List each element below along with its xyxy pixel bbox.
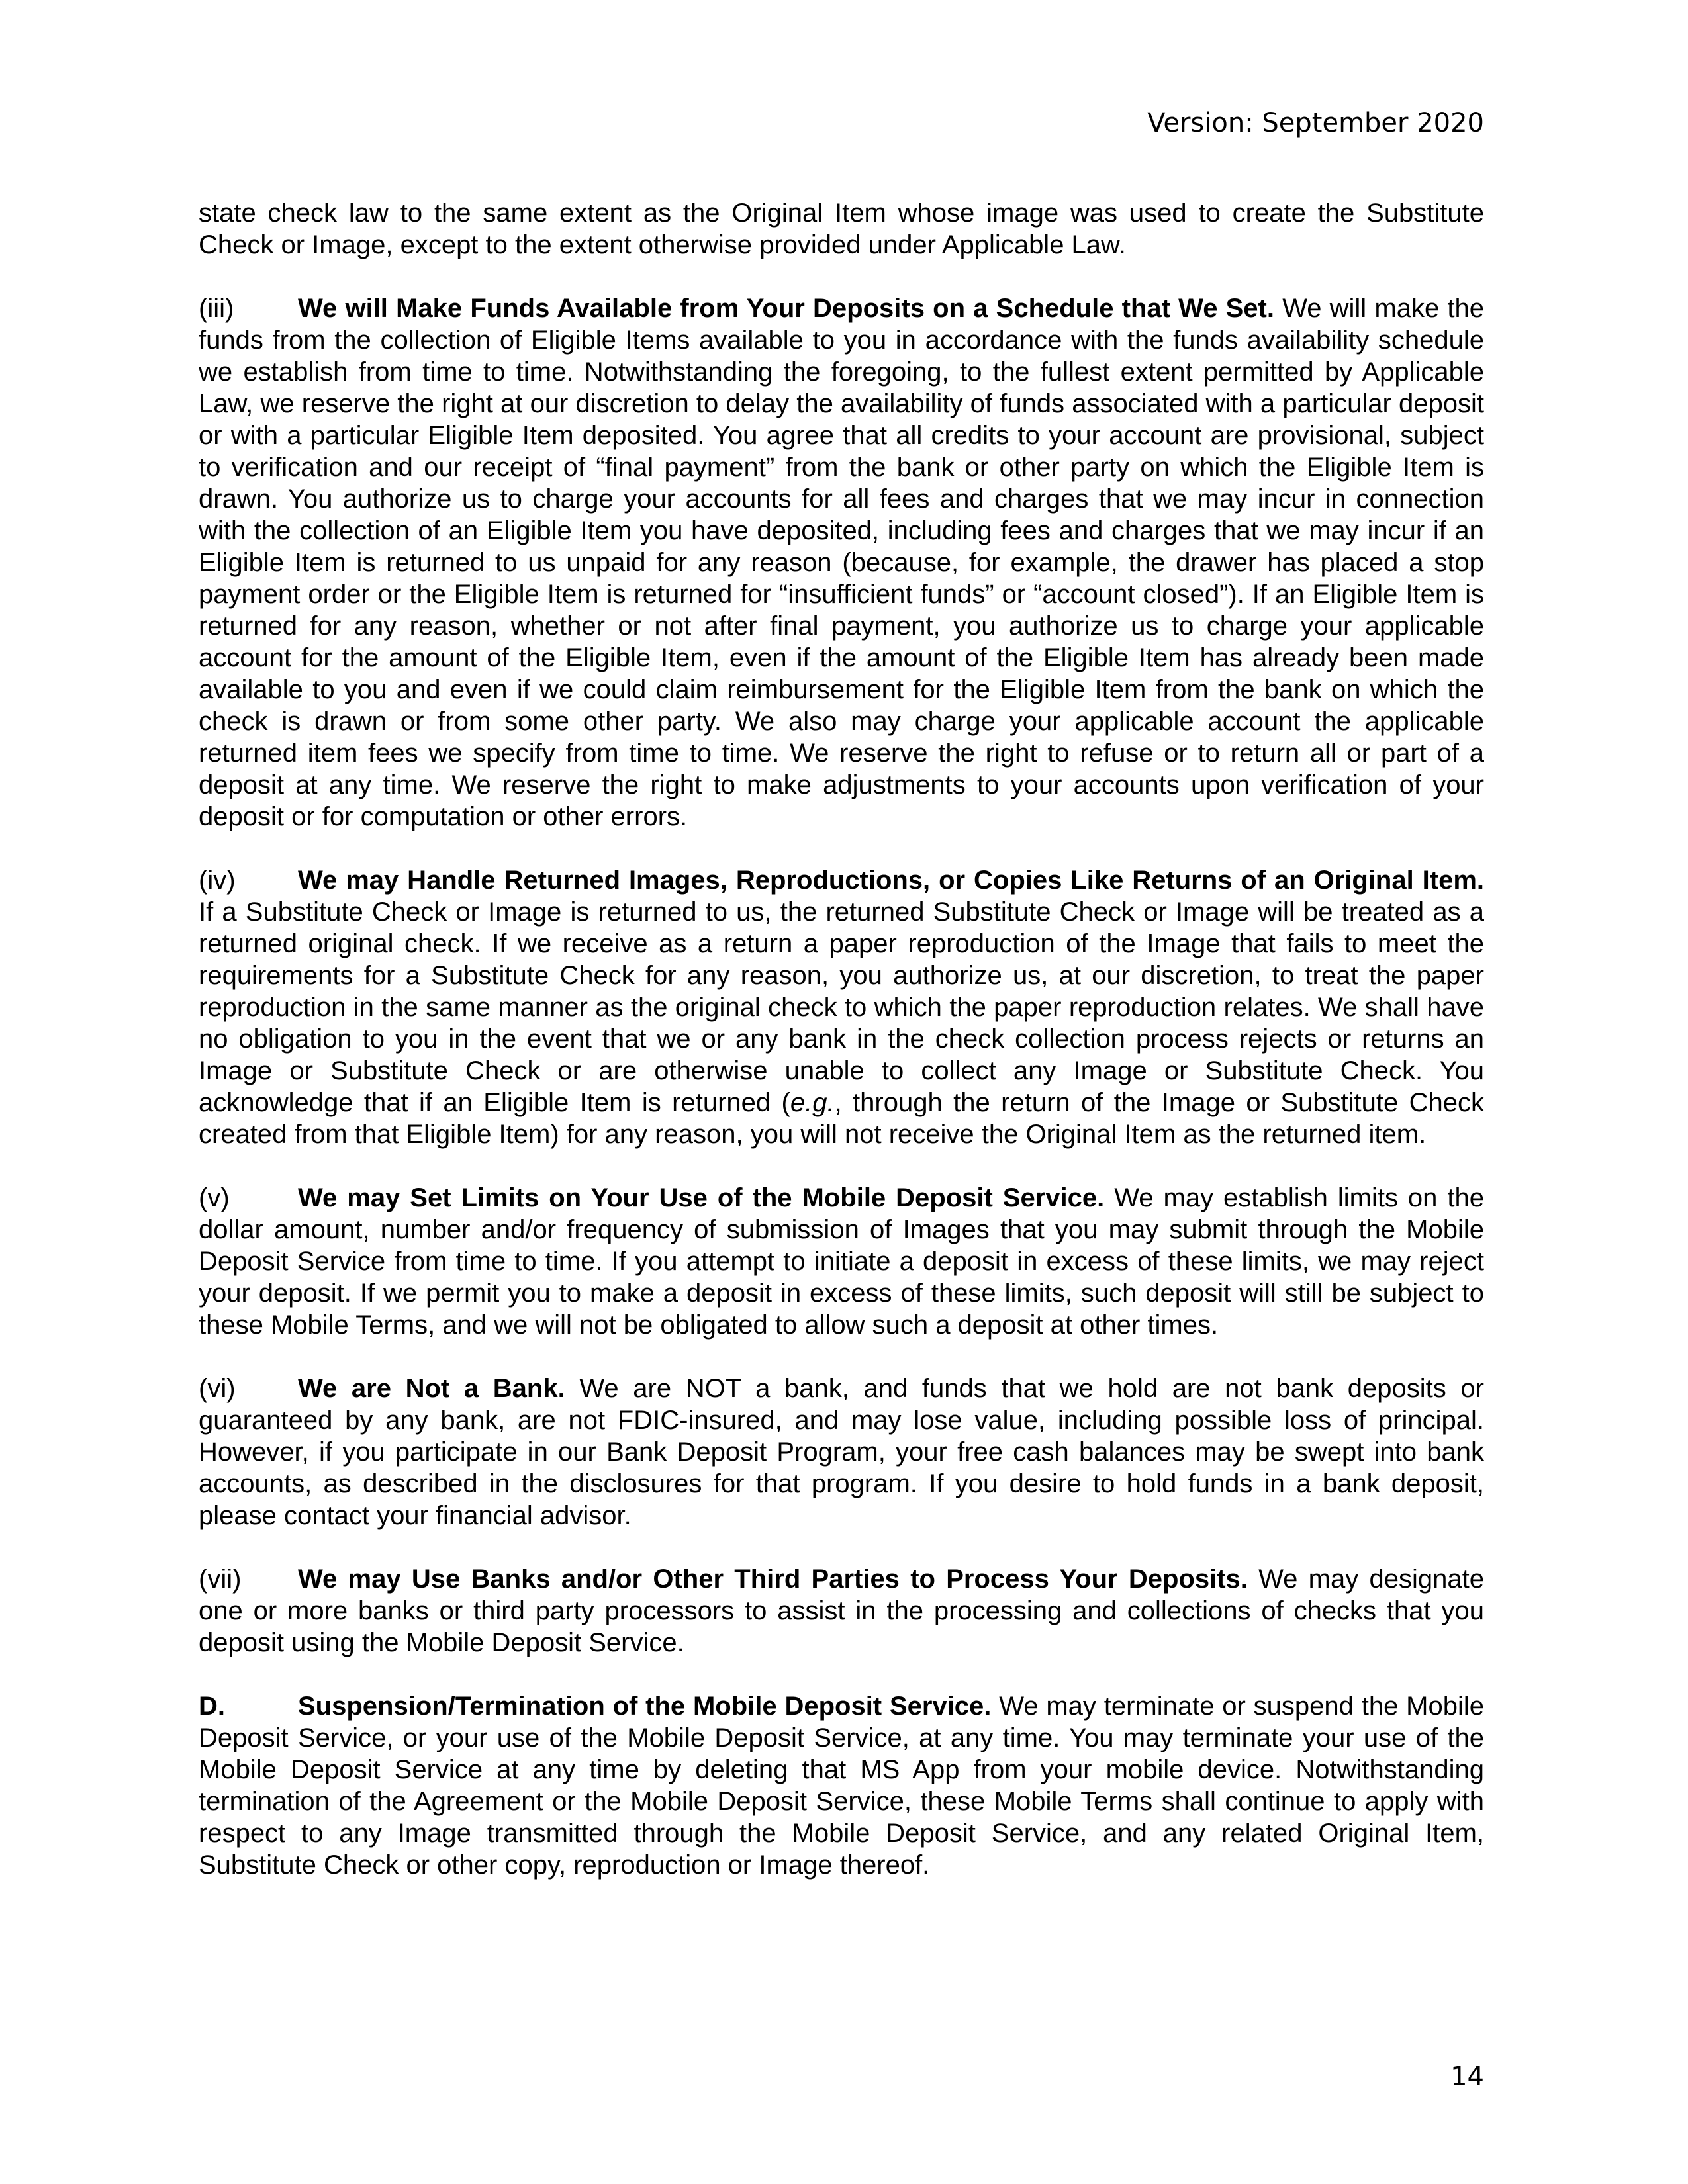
- section-heading: We are Not a Bank.: [298, 1374, 565, 1403]
- paragraph-text: We may terminate or suspend the Mobile Deposit Service, or your use of the Mobile Deposit Service, at any time. You may terminate your use of the Mobile Deposit Service at any time by deleting that MS App from your mobile device. Notwithstanding termination of the Agreement or the Mobile Deposit Service, these Mobile Terms shall continue to apply with respect to any Image transmitted through the Mobile Deposit Service, and any related Original Item, Substitute Check or other copy, reproduction or Image thereof.: [199, 1692, 1484, 1880]
- section-heading: We may Set Limits on Your Use of the Mobile Deposit Service.: [298, 1183, 1105, 1212]
- paragraph-vii: [199, 1563, 1484, 1659]
- section-heading: We may Handle Returned Images, Reproductions, or Copies Like Returns of an Original Item.: [298, 866, 1484, 895]
- section-label: (v): [199, 1183, 230, 1212]
- section-label: (vi): [199, 1374, 236, 1403]
- section-heading: We will Make Funds Available from Your Deposits on a Schedule that We Set.: [298, 294, 1274, 323]
- paragraph-continuation: [199, 197, 1484, 261]
- section-label: (vii): [199, 1565, 242, 1594]
- section-label: (iv): [199, 866, 236, 895]
- paragraph-iv: [199, 864, 1484, 1150]
- section-heading: We may Use Banks and/or Other Third Parties to Process Your Deposits.: [298, 1565, 1248, 1594]
- section-label: (iii): [199, 294, 234, 323]
- version-header: Version: September 2020: [1147, 108, 1484, 138]
- paragraph-iii: [199, 293, 1484, 833]
- paragraph-text: We may designate one or more banks or third party processors to assist in the processing and collections of checks that you deposit using the Mobile Deposit Service.: [199, 1565, 1484, 1657]
- paragraph-v: [199, 1182, 1484, 1341]
- section-heading: Suspension/Termination of the Mobile Deposit Service.: [298, 1692, 992, 1721]
- paragraph-text-after: , through the return of the Image or Substitute Check created from that Eligible Item) for any reason, you will not receive the Original Item as the returned item.: [199, 1088, 1484, 1149]
- paragraph-italic-text: e.g.: [790, 1088, 835, 1117]
- paragraph-text: If a Substitute Check or Image is returned to us, the returned Substitute Check or Image will be treated as a returned original check. If we receive as a return a paper reproduction of the Image that fails to meet the requirements for a Substitute Check for any reason, you authorize us, at our discretion, to treat the paper reproduction in the same manner as the original check to which the paper reproduction relates. We shall have no obligation to you in the event that we or any bank in the check collection process rejects or returns an Image or Substitute Check or are otherwise unable to collect any Image or Substitute Check. You acknowledge that if an Eligible Item is returned (: [199, 897, 1484, 1117]
- document-body: [199, 197, 1484, 1913]
- paragraph-text: We will make the funds from the collection of Eligible Items available to you in accordance with the funds availability schedule we establish from time to time. Notwithstanding the foregoing, to the fullest extent permitted by Applicable Law, we reserve the right at our discretion to delay the availability of funds associated with a particular deposit or with a particular Eligible Item deposited. You agree that all credits to your account are provisional, subject to verification and our receipt of “final payment” from the bank or other party on which the Eligible Item is drawn. You authorize us to charge your accounts for all fees and charges that we may incur in connection with the collection of an Eligible Item you have deposited, including fees and charges that we may incur if an Eligible Item is returned to us unpaid for any reason (because, for example, the drawer has placed a stop payment order or the Eligible Item is returned for “insufficient funds” or “account closed”). If an Eligible Item is returned for any reason, whether or not after final payment, you authorize us to charge your applicable account for the amount of the Eligible Item, even if the amount of the Eligible Item has already been made available to you and even if we could claim reimbursement for the Eligible Item from the bank on which the check is drawn or from some other party. We also may charge your applicable account the applicable returned item fees we specify from time to time. We reserve the right to refuse or to return all or part of a deposit at any time. We reserve the right to make adjustments to your accounts upon verification of your deposit or for computation or other errors.: [199, 294, 1484, 831]
- section-label: D.: [199, 1692, 225, 1721]
- paragraph-text: state check law to the same extent as the Original Item whose image was used to create the Substitute Check or Image, except to the extent otherwise provided under Applicable Law.: [199, 199, 1484, 259]
- paragraph-vi: [199, 1373, 1484, 1531]
- page-number: 14: [1450, 2062, 1484, 2092]
- paragraph-text: We are NOT a bank, and funds that we hold are not bank deposits or guaranteed by any bank, are not FDIC-insured, and may lose value, including possible loss of principal. However, if you participate in our Bank Deposit Program, your free cash balances may be swept into bank accounts, as described in the disclosures for that program. If you desire to hold funds in a bank deposit, please contact your financial advisor.: [199, 1374, 1484, 1530]
- paragraph-text: We may establish limits on the dollar amount, number and/or frequency of submission of Images that you may submit through the Mobile Deposit Service from time to time. If you attempt to initiate a deposit in excess of these limits, we may reject your deposit. If we permit you to make a deposit in excess of these limits, such deposit will still be subject to these Mobile Terms, and we will not be obligated to allow such a deposit at other times.: [199, 1183, 1485, 1340]
- paragraph-d: [199, 1690, 1484, 1881]
